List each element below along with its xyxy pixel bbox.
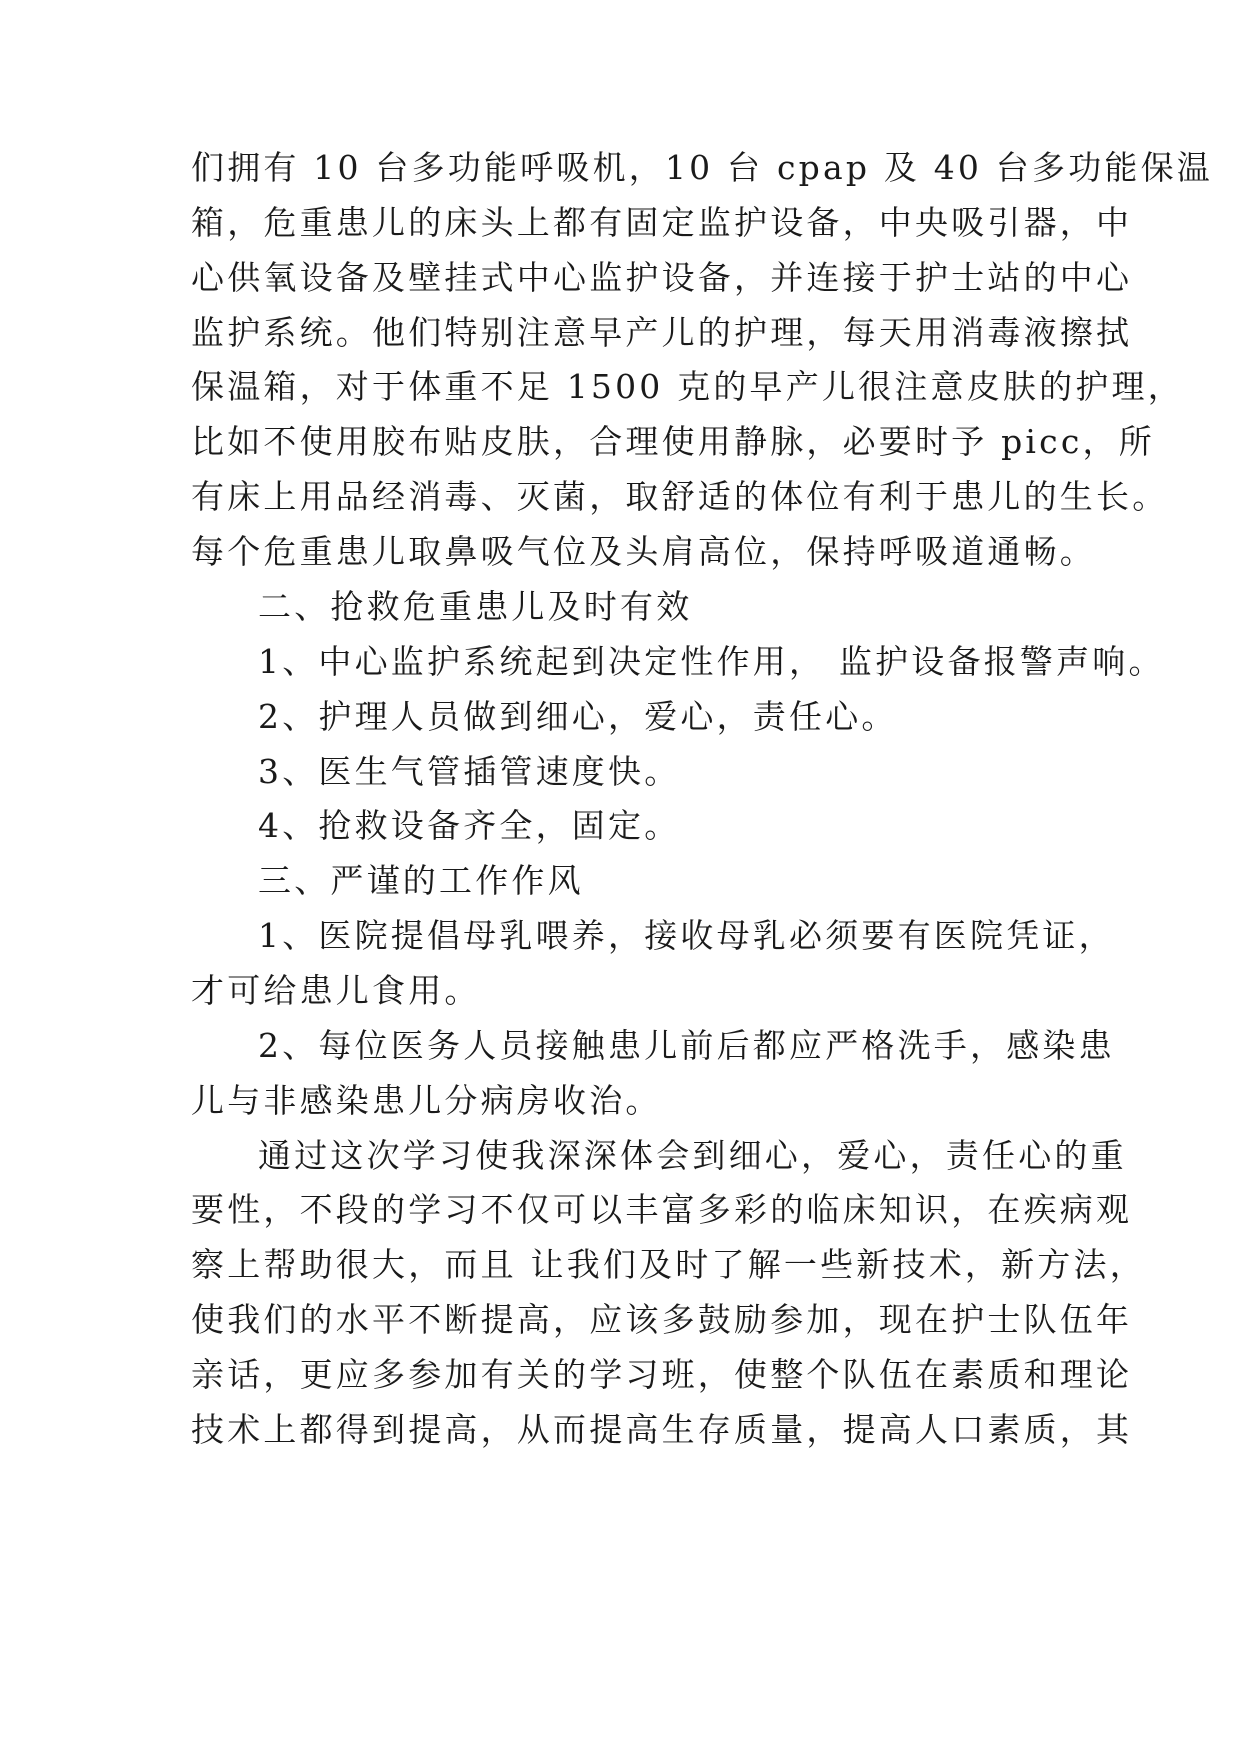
section-heading: 三、严谨的工作作风 bbox=[258, 861, 584, 900]
text-line: 技术上都得到提高，从而提高生存质量，提高人口素质，其 bbox=[191, 1410, 1133, 1449]
text-line: 才可给患儿食用。 bbox=[191, 971, 481, 1010]
text-line: 们拥有 10 台多功能呼吸机，10 台 cpap 及 40 台多功能保温 bbox=[191, 148, 1214, 187]
text-line: 保温箱，对于体重不足 1500 克的早产儿很注意皮肤的护理， bbox=[191, 367, 1184, 406]
text-line: 儿与非感染患儿分病房收治。 bbox=[191, 1081, 662, 1120]
text-line: 每个危重患儿取鼻吸气位及头肩高位，保持呼吸道通畅。 bbox=[191, 532, 1096, 571]
list-item: 2、每位医务人员接触患儿前后都应严格洗手，感染患 bbox=[258, 1026, 1115, 1065]
text-line: 亲话，更应多参加有关的学习班，使整个队伍在素质和理论 bbox=[191, 1355, 1133, 1394]
text-line: 要性，不段的学习不仅可以丰富多彩的临床知识，在疾病观 bbox=[191, 1190, 1133, 1229]
text-line: 有床上用品经消毒、灭菌，取舒适的体位有利于患儿的生长。 bbox=[191, 477, 1169, 516]
text-line: 心供氧设备及壁挂式中心监护设备，并连接于护士站的中心 bbox=[191, 258, 1133, 297]
list-item: 3、医生气管插管速度快。 bbox=[258, 752, 681, 791]
text-line: 使我们的水平不断提高，应该多鼓励参加，现在护士队伍年 bbox=[191, 1300, 1133, 1339]
text-line: 监护系统。他们特别注意早产儿的护理，每天用消毒液擦拭 bbox=[191, 313, 1133, 352]
paragraph-start: 通过这次学习使我深深体会到细心，爱心，责任心的重 bbox=[258, 1136, 1127, 1175]
list-item: 2、护理人员做到细心，爱心，责任心。 bbox=[258, 697, 898, 736]
text-line: 箱，危重患儿的床头上都有固定监护设备，中央吸引器，中 bbox=[191, 203, 1133, 242]
text-line: 察上帮助很大，而且 让我们及时了解一些新技术，新方法， bbox=[191, 1245, 1146, 1284]
list-item: 4、抢救设备齐全，固定。 bbox=[258, 806, 681, 845]
list-item: 1、医院提倡母乳喂养，接收母乳必须要有医院凭证， bbox=[258, 916, 1115, 955]
list-item: 1、中心监护系统起到决定性作用， 监护设备报警声响。 bbox=[258, 642, 1165, 681]
section-heading: 二、抢救危重患儿及时有效 bbox=[258, 587, 693, 626]
text-line: 比如不使用胶布贴皮肤，合理使用静脉，必要时予 picc，所 bbox=[191, 422, 1155, 461]
